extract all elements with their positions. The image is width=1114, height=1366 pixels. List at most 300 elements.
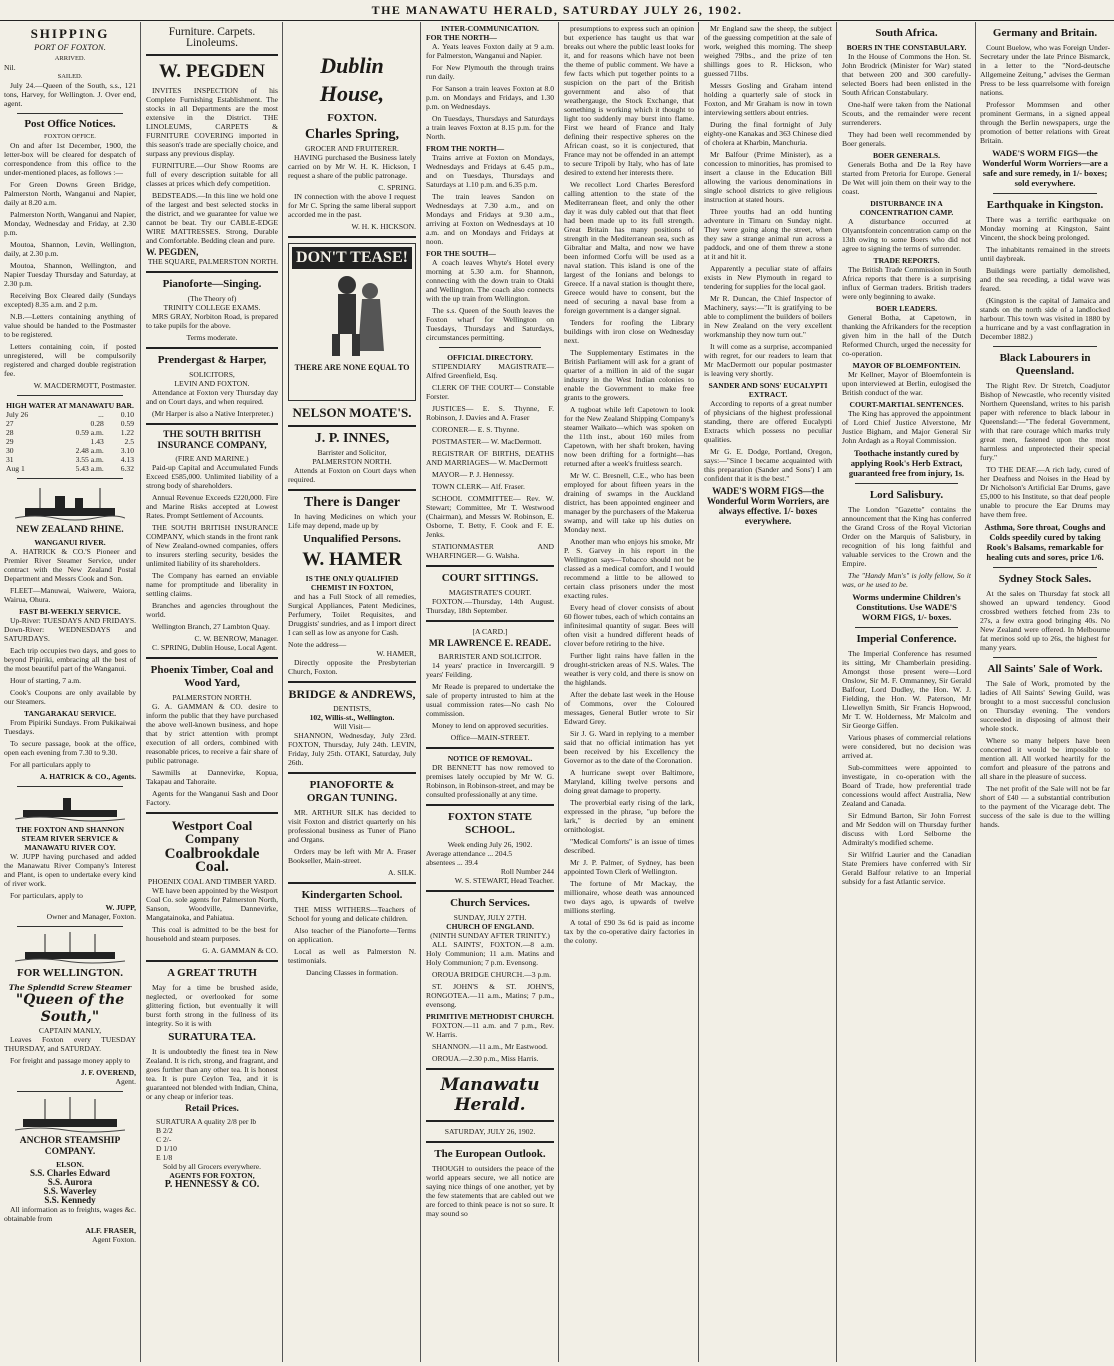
news-text: The London "Gazette" contains the announcement that the King has conferred the Grand Cross of the Royal Victorian Order on the Marquis of Salisbury, in recognition of his long faithful and valuable services to the Crown and the Empire. — [842, 505, 971, 568]
news-text: (Kingston is the capital of Jamaica and stands on the north side of a landlocked harbour. This town was visited in 1880 by a hurricane and by a vast conflagration in December 1882.) — [980, 296, 1110, 341]
news-text: A total of £90 3s 6d is paid as income tax by the co-operative dairy factories in the colony. — [564, 918, 694, 945]
office-text: Office—MAIN-STREET. — [450, 733, 530, 742]
price-row: E 1/8 — [156, 1153, 173, 1162]
presby-text: Directly opposite the Presbyterian Church, Foxton. — [288, 658, 416, 676]
will-visit: Will Visit— — [333, 722, 371, 731]
court-text: FOXTON.—Thursday, 14th August. Thursday, 18th September. — [426, 597, 554, 615]
inter-text: Trains arrive at Foxton on Mondays, Wednesdays and Fridays at 6.45 p.m., and on Tuesdays, Thursdays and Saturdays at 1.10 p.m. and 6.35 p.m. — [426, 153, 554, 189]
hickson-sig: W. H. K. HICKSON. — [351, 222, 416, 231]
attendance-line: Average attendance ... 204.5 — [426, 849, 513, 858]
bennett-text: DR BENNETT has now removed to premises lately occupied by Mr W. G. Robinson, in Robinson-street, and may be consulted professionally at any time. — [426, 763, 554, 799]
tide-cell: ... — [98, 410, 104, 419]
wade-ad: WADE'S WORM FIGS—the Wonderful Worm Worriers, are always effective. 1/- boxes everywhere. — [707, 486, 829, 526]
inter-title: INTER-COMMUNICATION. — [441, 24, 539, 33]
all-saints-title: All Saints' Sale of Work. — [987, 663, 1103, 675]
agents-for-text: Agents for the Wanganui Sash and Door Factory. — [146, 789, 278, 807]
official-entry: POSTMASTER— W. MacDermott. — [432, 437, 542, 446]
reade-sub: BARRISTER AND SOLICITOR. — [438, 652, 542, 661]
revenue-text: Annual Revenue Exceeds £220,000. Fire and Marine Risks accepted at Lowest Rates. Prompt Settlement of Accounts. — [146, 493, 278, 520]
upriver-text: Up-River: TUESDAYS AND FRIDAYS. Down-River: WEDNESDAYS and SATURDAYS. — [4, 616, 136, 643]
invites-text: INVITES INSPECTION of his Complete Furnishing Establishment. The stocks in all Departments are the most extensive in the District. THE LINOLEUMS, CARPETS & FURNITURE COVERING imported in this season's trade are specially choice, and surpass any previous display. — [146, 86, 278, 158]
trade-heading: TRADE REPORTS. — [873, 256, 940, 265]
news-text: The Imperial Conference has resumed its sitting, Mr Chamberlain presiding. Amongst those present were—Lord Onslow, Sir M. F. Ommanney, Sir Gerald Balfour, Lord Dudley, the Hon. W. J. Fielding, the Hon. W. Paterson, Mr Llewellyn Smith, Sir Francis Hopwood, Mr T. W. Holderness, Mr Malcolm and Sir George Giffen. — [842, 649, 971, 730]
westport-title: Westport Coal Company — [171, 818, 253, 846]
news-text: Every head of clover consists of about 60 flower tubes, each of which contains an infinitesimal quantity of sugar. Bees will often visit a hundred different heads of clover before retiring to the hive. — [564, 603, 694, 648]
hamer-text: and has a Full Stock of all remedies, Surgical Appliances, Patent Medicines, Perfumery, Toilet Requisites, and Druggists' sundries, and as I import direct I can sell as low as anyone for Cash. — [288, 592, 416, 637]
capital-text: Paid-up Capital and Accumulated Funds Exceed £585,000. Unlimited liability of a strong body of shareholders. — [146, 463, 278, 490]
official-list — [426, 362, 554, 560]
wanganui-river-title: WANGANUI RIVER. — [34, 538, 106, 547]
salisbury-title: Lord Salisbury. — [869, 489, 944, 501]
card-text: [A CARD.] — [472, 627, 508, 636]
sb-text: The Company has earned an enviable name for promptitude and liberality in settling claims. — [146, 571, 278, 598]
official-entry: MAYOR— P. J. Hennessy. — [432, 470, 514, 479]
court-martial-heading: COURT-MARTIAL SENTENCES. — [849, 400, 964, 409]
tide-row — [4, 437, 136, 446]
terms-text: Terms moderate. — [186, 333, 238, 342]
agents-foxton: AGENTS FOR FOXTON, — [169, 1171, 255, 1180]
news-text: At the sales on Thursday fat stock all showed an upward tendency. Good crossbred wethers fetched from 23s to 27s, a few extra good bringing 40s. No New Zealand were offered. In Melbourne fat merinos sold up to 26s, the highest for many years. — [980, 589, 1110, 652]
inter-text: A. Yeats leaves Foxton daily at 9 a.m. for Palmerston, Wanganui and Napier. — [426, 42, 554, 60]
each-trip-text: Each trip occupies two days, and goes to beyond Pipiriki, embracing all the best of the most beautiful part of the Wanganui. — [4, 646, 136, 673]
particulars-text: For all particulars apply to — [10, 760, 91, 769]
column-rule — [698, 22, 699, 1362]
state-school-title: FOXTON STATE SCHOOL. — [447, 811, 533, 836]
dublin-title: Dublin House, — [319, 53, 385, 106]
column-shipping — [4, 24, 136, 1360]
news-text: Three youths had an odd hunting adventure in Timaru on Sunday night. They were going along the street, when they saw a strange animal run across a paddock, and one of them threw a stone at it and hit it. — [704, 207, 832, 261]
news-text: Messrs Gosling and Graham intend holding a quarterly sale of stock in Foxton, and Mr Graham is now in town interviewing settlers about entries. — [704, 81, 832, 117]
from-north: FROM THE NORTH— — [426, 144, 505, 153]
constabulary-heading: BOERS IN THE CONSTABULARY. — [846, 43, 967, 52]
tide-cell: 0.10 — [120, 410, 134, 419]
news-text: A tugboat while left Capetown to look for the New Zealand Shipping Company's steamer Waikato—which was spoken on the 11th inst., about 160 miles from Capetown, with her shaft broken, having now been drifting for a fortnight—has returned after a week's fruitless search. — [564, 405, 694, 468]
outlook-text: THOUGH to outsiders the peace of the world appears secure, we all notice are saying nice things of one another, yet by the few statements that are cabled out we are forced to think peace is not so sure. It may sound so — [426, 1164, 554, 1218]
tide-row — [4, 455, 136, 464]
furniture-title: Furniture. Carpets. Linoleums. — [168, 26, 256, 49]
news-text: The Supplementary Estimates in the British Parliament will ask for a grant of quarter of a million in aid of the sugar industry in the West Indian colonies to enable the Government to make free grants to the growers. — [564, 348, 694, 402]
imperial-title: Imperial Conference. — [856, 633, 957, 645]
silk-text: MR. ARTHUR SILK has decided to visit Foxton and district quarterly on his professional business as Tuner of Piano and Organs. — [288, 808, 416, 844]
news-text: It will come as a surprise, accompanied with regret, for our readers to learn that Mr MacDermott our popular postmaster is leaving very shortly. — [704, 342, 832, 378]
news-text: "Medical Comforts" is an issue of times described. — [564, 837, 694, 855]
post-text: Receiving Box Cleared daily (Sundays excepted) 8.35 a.m. and 2 p.m. — [4, 291, 136, 309]
toothache-ad: Toothache instantly cured by applying Rook's Herb Extract, guaranteed free from injury, 1s. — [848, 448, 965, 478]
generals-heading: BOER GENERALS. — [872, 151, 941, 160]
jupp-owner: Owner and Manager, Foxton. — [46, 912, 136, 921]
tide-cell: 0.28 — [90, 419, 104, 428]
suratura-title: SURATURA TEA. — [168, 1031, 256, 1043]
services-text: ALL SAINTS', FOXTON.—8 a.m. Holy Communion; 11 a.m. Matins and Holy Communion; 7 p.m. Evensong. — [426, 940, 554, 967]
news-text: Sir J. G. Ward in replying to a member said that no official intimation has yet been received by his Excellency the Governor as to the date of the Coronation. — [564, 729, 694, 765]
weekly-heading: FAST BI-WEEKLY SERVICE. — [19, 607, 121, 616]
tide-row — [4, 428, 136, 437]
spring-sig: C. SPRING. — [378, 183, 416, 192]
benrow-sig: C. W. BENROW, Manager. — [194, 634, 278, 643]
news-text: After the debate last week in the House of Commons, over the Coloured messages, General Butler wrote to Sir Edward Grey. — [564, 690, 694, 726]
nelson-moate-ad — [288, 243, 416, 401]
post-text: On and after 1st December, 1900, the letter-box will be cleared for despatch of correspondence from this office to the under-mentioned places, as follows :— — [4, 141, 136, 177]
news-text: The net profit of the Sale will not be far short of £40 — a substantial contribution to the payment of the Vicarage debt. The success of the sale is due to the willing hands. — [980, 784, 1110, 829]
sydney-title: Sydney Stock Sales. — [998, 573, 1092, 585]
reade-text: Money to lend on approved securities. — [432, 721, 549, 730]
visits-text: SHANNON, Wednesday, July 23rd. FOXTON, Thursday, July 24th. LEVIN, Friday, July 25th. OTAKI, Saturday, July 26th. — [288, 731, 416, 767]
news-text: Mr J. P. Palmer, of Sydney, has been appointed Town Clerk of Wellington. — [564, 858, 694, 876]
official-title: OFFICIAL DIRECTORY. — [447, 353, 533, 362]
steamer-name: S.S. Charles Edward — [29, 1168, 110, 1178]
editorial-text: presumptions to express such an opinion but experience has taught us that war breaks out where the public least looks for it, and for reasons which have not been the theme of public comment. We have a few facts which put together points to a suspicion on the part of the British government and also of that weathergauge, the Stock Exchange, that something is working which it thought to light too suddenly may burst into flame. First we heard of France and Italy defining their respective spheres on the African coast, so it is conjectured, that France may not be offended in an attempt to secure Tripoli by Italy, who has of late desired to extend her interests there. — [564, 24, 694, 177]
nil-text: Nil. — [4, 63, 16, 72]
column-ads-right — [288, 24, 416, 1360]
steamer-name: S.S. Kennedy — [44, 1195, 96, 1205]
furniture-text: FURNITURE.—Our Show Rooms are full of every description suitable for all classes at prices which defy competition. — [146, 161, 278, 188]
handy-verse: The "Handy Man's" is jolly fellow, So it was, or he used to be. — [842, 571, 971, 589]
tide-cell: 0.59 — [120, 419, 134, 428]
spring-text: HAVING purchased the Business lately carried on by Mr W. H. K. Hickson, I request a share of the public patronage. — [288, 153, 416, 180]
danger-text: In having Medicines on which your Life may depend, made up by — [288, 512, 416, 530]
innes-pn: PALMERSTON NORTH. — [312, 457, 392, 466]
silk-text: Orders may be left with Mr A. Fraser Bookseller, Main-street. — [288, 847, 416, 865]
tide-cell: 2.48 a.m. — [75, 446, 104, 455]
tide-cell: 5.43 a.m. — [75, 464, 104, 473]
for-south: FOR THE SOUTH— — [426, 249, 496, 258]
meth-text: FOXTON.—11 a.m. and 7 p.m., Rev. W. Harris. — [426, 1021, 554, 1039]
westport-text: This coal is admitted to be the best for household and steam purposes. — [146, 925, 278, 943]
official-entry: CORONER— E. S. Thynne. — [432, 425, 520, 434]
meth-text: SHANNON.—11 a.m., Mr Eastwood. — [432, 1042, 548, 1051]
news-text: According to reports of a great number of physicians of the highest professional standing, there are offered Eucalypti Extracts which possess no peculiar qualities. — [704, 399, 832, 444]
official-entry: STIPENDIARY MAGISTRATE— Alfred Greenfield, Esq. — [426, 362, 554, 380]
postmaster-sig: W. MACDERMOTT, Postmaster. — [33, 381, 136, 390]
reade-title: MR LAWRENCE E. READE. — [428, 639, 552, 649]
sunday-text: SUNDAY, JULY 27TH. — [453, 913, 527, 922]
post-office-sub: FOXTON OFFICE. — [44, 133, 96, 140]
tide-cell: 1.22 — [120, 428, 134, 437]
methodist-title: PRIMITIVE METHODIST CHURCH. — [426, 1012, 554, 1021]
south-british-title: THE SOUTH BRITISH INSURANCE COMPANY, — [157, 430, 267, 451]
inter-text: For Sanson a train leaves Foxton at 8.0 p.m. on Mondays and Fridays, and 1.30 p.m. on Wednesdays. — [426, 84, 554, 111]
post-text: Moutoa, Shannon, Wellington, and Napier Tuesday Thursday and Saturday, at 2.30 p.m. — [4, 261, 136, 288]
tide-row — [4, 464, 136, 473]
steamer-list — [4, 1169, 136, 1205]
attendance-text: Attendance at Foxton very Thursday day and on Court days, and when required. — [146, 388, 278, 406]
unqualified-title: Unqualified Persons. — [303, 533, 401, 545]
mayor-heading: MAYOR OF BLOEMFONTEIN. — [852, 361, 961, 370]
tide-cell: 27 — [6, 419, 14, 428]
hatrick-agents: A. HATRICK & CO., Agents. — [39, 772, 136, 781]
for-north: FOR THE NORTH— — [426, 33, 497, 42]
retail-title: Retail Prices. — [185, 1104, 239, 1114]
news-text: TO THE DEAF.—A rich lady, cured of her Deafness and Noises in the Head by Dr Nicholson's Artificial Ear Drums, gave £5,000 to his Institute, so that deaf people unable to procure the Ear Drums may have them free. — [980, 465, 1110, 519]
hennessy-name: P. HENNESSY & CO. — [164, 1179, 260, 1190]
column-ads-left — [146, 24, 278, 1360]
news-text: The Sale of Work, promoted by the ladies of All Saints' Sewing Guild, was brought to a most successful conclusion on Thursday evening. The vendors succeeded in disposing of almost their whole stock. — [980, 679, 1110, 733]
official-entry: STATIONMASTER AND WHARFINGER— G. Walsha. — [426, 542, 554, 560]
inter-text: A coach leaves Whyte's Hotel every morning at 5.30 a.m. for Shannon, connecting with the down train to Otaki and Wellington. The coach also connects with the up train from Wellington. — [426, 258, 554, 303]
phoenix-coal-text: PHOENIX COAL AND TIMBER YARD. — [147, 877, 277, 886]
queen-title: "Queen of the South," — [15, 992, 125, 1025]
innes-attends: Attends at Foxton on Court days when required. — [288, 466, 416, 484]
truth-text: May for a time be brushed aside, neglected, or overlooked for some glittering fiction, but eventually it will burst forth strong in the fullness of its integrity. So it is with — [146, 983, 278, 1028]
news-text: In the House of Commons the Hon. St. John Brodrick (Minister for War) stated that between 200 and 300 carefully-selected Boers had been enlisted in the South African Constabulary. — [842, 52, 971, 97]
reade-text: 14 years' practice in Invercargill. 9 years' Feilding. — [426, 661, 554, 679]
asthma-ad: Asthma, Sore throat, Coughs and Colds speedily cured by taking Rook's Balsams, remarkable for healing cuts and sores, price 1/6. — [984, 522, 1106, 562]
steamer-name: S.S. Aurora — [47, 1177, 93, 1187]
info-text: All information as to freights, wages &c. obtainable from — [4, 1205, 136, 1223]
price-row: B 2/2 — [156, 1126, 173, 1135]
overend-name: J. F. OVEREND, — [80, 1068, 136, 1077]
tangarakau-text: From Pipiriki Sundays. From Pukikaiwai Tuesdays. — [4, 718, 136, 736]
outlook-title: The European Outlook. — [434, 1148, 546, 1160]
official-entry: JUSTICES— E. S. Thynne, F. Robinson, J. Davies and A. Fraser — [426, 404, 554, 422]
earthquake-title: Earthquake in Kingston. — [986, 199, 1104, 211]
splendid-text: The Splendid Screw Steamer — [8, 983, 132, 992]
column-directory — [426, 24, 554, 1360]
hamer-title: W. HAMER — [302, 549, 402, 570]
tide-cell: 28 — [6, 428, 14, 437]
news-text: Buildings were partially demolished, and the sea receding, a tidal wave was feared. — [980, 266, 1110, 293]
column-cables — [980, 24, 1110, 1360]
westport-text: WE have been appointed by the Westport Coal Co. sole agents for Palmerston North, Sanson, Woodville, Dannevirke, Mangatainoka, and Pahiatua. — [146, 886, 278, 922]
secure-text: To secure passage, book at the office, open each evening from 7.30 to 9.30. — [4, 739, 136, 757]
price-row: D 1/10 — [156, 1144, 177, 1153]
nz-rhine-title: NEW ZEALAND RHINE. — [16, 525, 124, 535]
inter-text: The s.s. Queen of the South leaves the Foxton wharf for Wellington on Tuesdays, Thursdays and Saturdays, circumstances permitting. — [426, 306, 554, 342]
official-entry: REGISTRAR OF BIRTHS, DEATHS AND MARRIAGES— W. MacDermott — [426, 449, 554, 467]
spring-agent-text: C. SPRING, Dublin House, Local Agent. — [152, 643, 278, 652]
fleet-text: FLEET—Manuwai, Waiwere, Waiora, Wairua, Ohura. — [4, 586, 136, 604]
news-text: Another man who enjoys his smoke, Mr P. S. Garvey in his report in the Wellington says—Tobacco should not be classed as a medical comfort, and I would recommend a little to be allowed to certain class prisoners under the most exacting rules. — [564, 537, 694, 600]
tide-cell: 1.43 — [90, 437, 104, 446]
solicitors-text: SOLICITORS, — [189, 370, 235, 379]
court-title: COURT SITTINGS. — [441, 572, 539, 584]
coalbrookdale-title: Coalbrookdale Coal. — [164, 846, 260, 875]
pegden-sig: W. PEGDEN, — [146, 247, 199, 257]
news-text: A disturbance occurred at Olyantsfontein concentration camp on the 13th owing to some Boers who did not agree to signing the terms of surrender. — [842, 217, 971, 253]
herald-date: SATURDAY, JULY 26, 1902. — [444, 1127, 536, 1136]
official-entry: TOWN CLERK— Alf. Fraser. — [432, 482, 525, 491]
post-text: Palmerston North, Wanganui and Napier, Monday, Wednesday and Friday, at 2.30 p.m. — [4, 210, 136, 237]
sanders-title: SANDER AND SONS' EUCALYPTI EXTRACT. — [708, 381, 828, 399]
tea-text: It is undoubtedly the finest tea in New Zealand. It is rich, strong, and fragrant, and goes further than any other tea. It is honest tea. It is pure Ceylon Tea, and it is guaranteed not blended with Indian, China, or any cheap or inferior teas. — [146, 1047, 278, 1101]
wellington-branch-text: Wellington Branch, 27 Lambton Quay. — [152, 622, 270, 631]
herald-title: Manawatu Herald. — [440, 1075, 540, 1115]
willis-text: 102, Willis-st., Wellington. — [309, 713, 395, 722]
editorial-text: We recollect Lord Charles Beresford calling attention to the state of the Mediterranean fleet, and only the other day it was duly cabled out that that fleet had been made up to its full strength. Great Britain has many positions of strength in the Mediterranean sea, such as Gibraltar and Malta, and now we have been informed Corfu will be used as a naval station. This island is one of the largest of the Ionians and belongs to Greece. If a naval station is thought there, Greece would have to consent, but the need of securing a naval base from a foreign government is a danger signal. — [564, 180, 694, 315]
column-rule — [975, 22, 976, 1362]
news-text: Mr Balfour (Prime Minister), as a concession to minorities, has promised to insert a clause in the Education Bill allowing the various denominations in single school districts to give religious instruction at stated hours. — [704, 150, 832, 204]
fraser-name: ALF. FRASER, — [85, 1226, 136, 1235]
port-heading: PORT OF FOXTON. — [34, 42, 106, 52]
official-entry: SCHOOL COMMITTEE— Rev. W. Stewart; Committee, Mr T. Westwood (Chairman), and Messrs W. Robinson, E. Osborne, T. Betty, F. Cook and F. E. Jenks. — [426, 494, 554, 539]
masthead: THE MANAWATU HERALD, SATURDAY JULY 26, 1902. — [0, 0, 1114, 21]
post-office-title: Post Office Notices. — [24, 118, 116, 130]
post-text: Letters containing coin, if posted unregistered, will be compulsorily registered and charged double registration fee. — [4, 342, 136, 378]
hamer-chem: IS THE ONLY QUALIFIED CHEMIST IN FOXTON, — [305, 574, 399, 592]
column-rule — [420, 22, 421, 1362]
news-text: Professor Mommsen and other prominent Germans, in a signed appeal through the Berlin newspapers, urge the promotion of better relations with Great Britain. — [980, 100, 1110, 145]
silk-sig: A. SILK. — [387, 868, 416, 877]
sailed-text: July 24.—Queen of the South, s.s., 121 tons, Harvey, for Wellington. J. Over end, agent. — [4, 81, 136, 108]
news-text: Mr G. E. Dodge, Portland, Oregon, says:—"Since I became acquainted with this preparation (Sander and Sons') I am confident that it is the best." — [704, 447, 832, 483]
barrister-text: Barrister and Solicitor, — [317, 448, 387, 457]
official-entry: CLERK OF THE COURT— Constable Forster. — [426, 383, 554, 401]
jupp-part: For particulars, apply to — [10, 891, 83, 900]
news-text: Mr England saw the sheep, the subject of the guessing competition at the sale of work, weighed this morning. The sheep weighed 79lbs., and the prize of ten shillings goes to R. Hickson, who guessed 71lbs. — [704, 24, 832, 78]
withers-text: Also teacher of the Pianoforte—Terms on application. — [288, 926, 416, 944]
post-text: N.B.—Letters containing anything of value should be handed to the Postmaster to be registered. — [4, 312, 136, 339]
boer-leaders-heading: BOER LEADERS. — [875, 304, 938, 313]
gamman-sig: G. A. GAMMAN & CO. — [202, 946, 278, 955]
coe-text: CHURCH OF ENGLAND. — [446, 922, 534, 931]
prendergast-title: Prendergast & Harper, — [157, 354, 267, 366]
tide-cell: 31 — [6, 455, 14, 464]
column-south-africa — [842, 24, 971, 1360]
tide-cell: 29 — [6, 437, 14, 446]
wade-ad: WADE'S WORM FIGS—the Wonderful Worm Worriers—are a safe and sure remedy, in 1/- boxes; sold everywhere. — [982, 148, 1108, 188]
inter-text: For New Plymouth the through trains run daily. — [426, 63, 554, 81]
cooks-text: Cook's Coupons are only available by our Steamers. — [4, 688, 136, 706]
absentees-line: absentees ... 39.4 — [426, 858, 478, 867]
post-text: For Green Downs Green Bridge, Palmerston North, Wanganui and Napier, daily at 8.20 a.m. — [4, 180, 136, 207]
meth-text: OROUA.—2.30 p.m., Miss Harris. — [432, 1054, 539, 1063]
disturbance-heading: DISTURBANCE IN A CONCENTRATION CAMP. — [859, 199, 954, 217]
arrived-heading: ARRIVED. — [54, 55, 86, 62]
bedsteads-text: BEDSTEADS.—In this line we hold one of the largest and best selected stocks in the district, and we guarantee for value we cannot be beat. Try our CABLE-EDGE WIRE MATTRESSES. Strong, Durable and Comfortable. Bedding clean and pure. — [146, 191, 278, 245]
grocer-text: GROCER AND FRUITERER. — [305, 144, 399, 153]
sawmills-text: Sawmills at Dannevirke, Kopua, Takapau and Tahoraite. — [146, 768, 278, 786]
shipping-title: SHIPPING — [30, 26, 110, 41]
pegden-title: W. PEGDEN — [159, 61, 265, 82]
elson-text: ELSON. — [56, 1160, 84, 1169]
steamer-name: S.S. Waverley — [43, 1186, 97, 1196]
south-africa-title: South Africa. — [875, 27, 938, 39]
dancing-text: Dancing Classes in formation. — [306, 968, 398, 977]
tide-cell: 6.32 — [120, 464, 134, 473]
tide-row — [4, 410, 136, 419]
news-text: General Botha, at Capetown, in thanking the Afrikanders for the reception given him in the hall of the Dutch Reformed Church, urged the necessity for co-operation. — [842, 313, 971, 358]
tide-title: HIGH WATER AT MANAWATU BAR. — [6, 401, 134, 410]
column-rule — [140, 22, 141, 1362]
news-text: A hurricane swept over Baltimore, Maryland, killing twelve persons and doing great damage to property. — [564, 768, 694, 795]
news-text: Where so many helpers have been concerned it would be impossible to mention all. All worked heartily for the comfort and pleasure of the patrons and all share in the pleasure of success. — [980, 736, 1110, 781]
services-text: ST. JOHN'S & ST. JOHN'S, RONGOTEA.—11 a.m., Matins; 7 p.m., evensong. — [426, 982, 554, 1009]
news-text: One-half were taken from the National Scouts, and the remainder were recent surrenderers. — [842, 100, 971, 127]
danger-title: There is Danger — [303, 495, 401, 510]
removal-title: NOTICE OF REMOVAL. — [447, 754, 533, 763]
withers-text: THE MISS WITHERS—Teachers of School for young and delicate children. — [288, 905, 416, 923]
ship-icon — [15, 484, 125, 522]
hamer-sig: W. HAMER, — [376, 649, 416, 658]
stewart-sig: W. S. STEWART, Head Teacher. — [454, 876, 554, 885]
news-text: Various phases of commercial relations were considered, but no decision was arrived at. — [842, 733, 971, 760]
hickson-text: IN connection with the above I request for Mr C. Spring the same liberal support accorded me in the past. — [288, 192, 416, 219]
leaves-text: Leaves Foxton every TUESDAY THURSDAY, and SATURDAY. — [4, 1035, 136, 1053]
figures-illustration-icon — [292, 271, 412, 361]
pianoforte-title: Pianoforte—Singing. — [162, 278, 262, 290]
great-truth-title: A GREAT TRUTH — [167, 967, 257, 979]
tide-cell: 30 — [6, 446, 14, 455]
news-text: During the final fortnight of July eighty-one Kanakas and 363 Chinese died of cholera at Kharbin, Manchuria. — [704, 120, 832, 147]
news-text: The Right Rev. Dr Stretch, Coadjutor Bishop of Newcastle, who recently visited Northern Queensland, writes to his parish paper with reference to black labour in Queensland:—"The federal Government, with that rare courage which marks truly great men, fastened upon the most harmless and unprotected their special fury." — [980, 381, 1110, 462]
theory-text: (The Theory of) — [187, 294, 237, 303]
news-text: Sub-committees were appointed to investigate, in co-operation with the Board of Trade, how preferential trade concessions would affect Australia, New Zealand and Canada. — [842, 763, 971, 808]
tide-cell: Aug 1 — [6, 464, 25, 473]
week-ending: Week ending July 26, 1902. — [447, 840, 533, 849]
reade-text: Mr Reade is prepared to undertake the sale of property intrusted to him at the usual commission rates—No cash No commission. — [426, 682, 554, 718]
news-text: Apparently a peculiar state of affairs exists in New Plymouth in regard to tendering for supplies for the local gaol. — [704, 264, 832, 291]
news-text: They had been well recommended by Boer generals. — [842, 130, 971, 148]
dont-tease-title: DON'T TEASE! — [292, 247, 412, 269]
price-row: SURATURA A quality 2/8 per lb — [156, 1117, 257, 1126]
fire-text: (FIRE AND MARINE.) — [175, 454, 249, 463]
worms-ad: Worms undermine Children's Constitutions. Use WADE'S WORM FIGS, 1/- boxes. — [852, 592, 961, 622]
piano-tuning-title: PIANOFORTE & ORGAN TUNING. — [306, 779, 398, 804]
steamer-icon — [15, 792, 125, 822]
gray-text: MRS GRAY, Norbiton Road, is prepared to take pupils for the above. — [146, 312, 278, 330]
sb-text: THE SOUTH BRITISH INSURANCE COMPANY, which stands in the front rank of New Zealand-owned companies, offers to insurers sterling security, besides the unlimited liability of its shareholders. — [146, 523, 278, 568]
trinity-text: (NINTH SUNDAY AFTER TRINITY.) — [430, 931, 550, 940]
services-text: OROUA BRIDGE CHURCH.—3 p.m. — [432, 970, 551, 979]
sold-text: Sold by all Grocers everywhere. — [162, 1162, 262, 1171]
foxton-text: FOXTON. — [327, 112, 377, 124]
tide-cell: 3.10 — [120, 446, 134, 455]
phoenix-title: Phoenix Timber, Coal and Wood Yard, — [150, 664, 274, 689]
black-labourers-title: Black Labourers in Queensland. — [999, 352, 1091, 377]
news-text: There was a terrific earthquake on Monday morning at Kingston, Saint Vincent, the shock being prolonged. — [980, 215, 1110, 242]
hours-text: Hour of starting, 7 a.m. — [10, 676, 82, 685]
captain-text: CAPTAIN MANLY, — [38, 1026, 102, 1035]
note-addr: Note the address— — [288, 640, 347, 649]
post-text: Moutoa, Shannon, Levin, Wellington, daily, at 2.30 p.m. — [4, 240, 136, 258]
column-rule — [282, 22, 283, 1362]
news-text: The King has approved the appointment of Lord Chief Justice Alverstone, Mr Justice Bigham, and Major General Sir John Ardagh as a Royal Commission. — [842, 409, 971, 445]
church-title: Church Services. — [450, 897, 530, 909]
column-editorial — [564, 24, 694, 1360]
news-text: Mr Kellner, Mayor of Bloemfontein is upon interviewed at Berlin, eulogised the British conduct of the war. — [842, 370, 971, 397]
hatrick-text: A. HATRICK & CO.'S Pioneer and Premier River Steamer Service, under contract with the New Zealand Postal Department and Messrs Cook and Son. — [4, 547, 136, 583]
news-text: Count Buelow, who was Foreign Under-Secretary under the late Prince Bismarck, in a letter to the "Nord-deutsche Allgemeine Zeitung," advises the German Press to be less quarrelsome with foreign nations. — [980, 43, 1110, 97]
news-text: Sir Edmund Barton, Sir John Forrest and Mr Seddon will on Thursday further discuss with Lord Selborne the Admiralty's modified scheme. — [842, 811, 971, 847]
tide-cell: 2.5 — [124, 437, 134, 446]
ship-icon — [15, 1097, 125, 1133]
news-text: The fortune of Mr Mackay, the millionaire, whose death was announced two days ago, is upwards of twelve millions sterling. — [564, 879, 694, 915]
news-text: Further light rains have fallen in the drought-stricken areas of N.S. Wales. The weather is very cold, and there is snow on the highlands. — [564, 651, 694, 687]
tide-cell: July 26 — [6, 410, 29, 419]
overend-agent: Agent. — [115, 1077, 136, 1086]
jupp-name: W. JUPP, — [105, 903, 136, 912]
kindergarten-title: Kindergarten School. — [301, 889, 403, 901]
tangarakau-heading: TANGARAKAU SERVICE. — [24, 709, 116, 718]
none-equal-text: THERE ARE NONE EQUAL TO — [294, 363, 410, 372]
news-text: Generals Botha and De la Rey have started from Pretoria for Europe. General De Wet will join them on their way to the coast. — [842, 160, 971, 196]
ship-icon — [15, 932, 125, 964]
anchor-title: ANCHOR STEAMSHIP COMPANY. — [19, 1136, 121, 1157]
germany-title: Germany and Britain. — [992, 27, 1098, 39]
news-text: Mr W. C. Bresnell, C.E., who has been employed for about fifteen years in the draining of swamps in the Auckland district, has been appointed engineer and manager by the purchasers of the Makerua swamp, and will take up his duties on Monday next. — [564, 471, 694, 534]
innes-title: J. P. INNES, — [314, 431, 390, 446]
freight-text: For freight and passage money apply to — [10, 1056, 131, 1065]
phoenix-pn: PALMERSTON NORTH. — [172, 693, 252, 702]
jupp-text: W. JUPP having purchased and added the Manawatu River Company's Interest and Plant, is open to undertake every kind of river work. — [4, 852, 136, 888]
inter-text: On Tuesdays, Thursdays and Saturdays a train leaves Foxton at 8.15 p.m. for the North. — [426, 114, 554, 141]
fraser-agent: Agent Foxton. — [92, 1235, 136, 1244]
bridge-title: BRIDGE & ANDREWS, — [288, 687, 416, 701]
spring-title: Charles Spring, — [304, 127, 400, 142]
sailed-heading: SAILED. — [57, 73, 83, 80]
gamman-text: G. A. GAMMAN & CO. desire to inform the public that they have purchased the above well-known business, and hope that by strict attention with prompt execution of all orders, combined with reasonable prices, to receive a fair share of public patronage. — [146, 702, 278, 765]
inter-text: The train leaves Sandon on Wednesdays at 7.30 a.m., and on Mondays and Fridays at 9.30 a.m., arriving at Foxton on Wednesdays at 10 a.m. and on Mondays and Fridays at noon. — [426, 192, 554, 246]
